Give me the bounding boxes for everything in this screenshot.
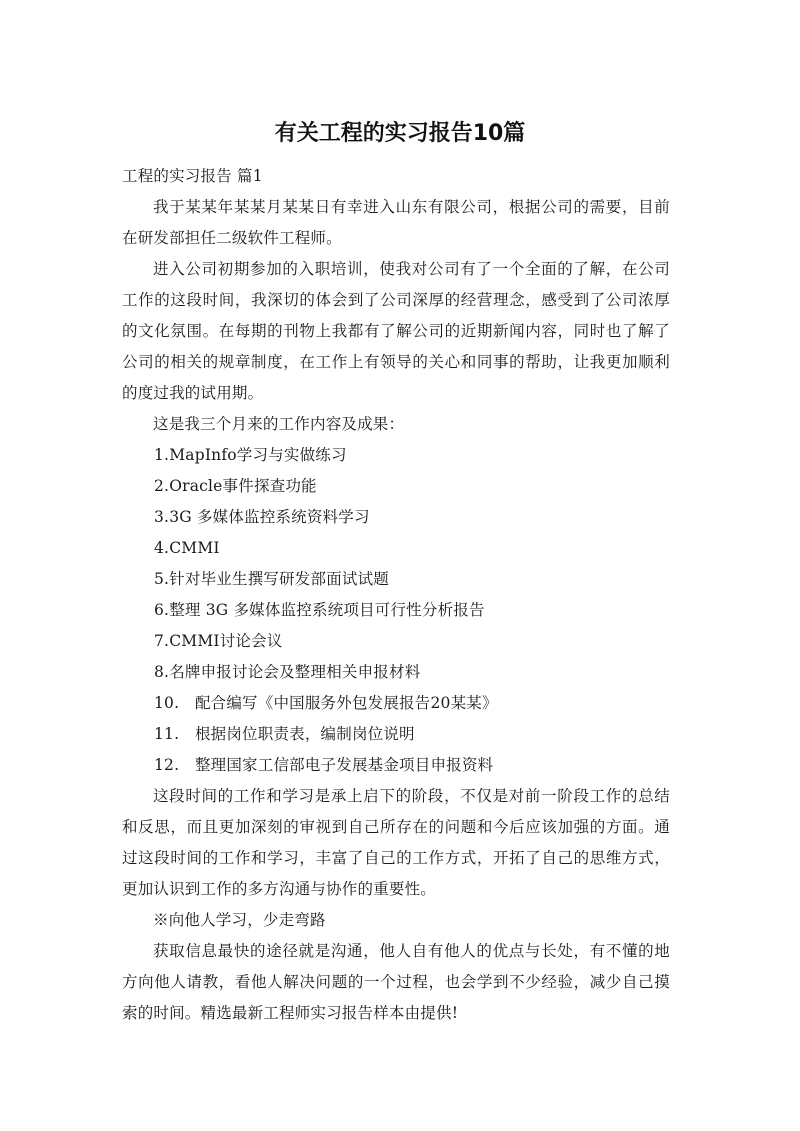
body-paragraph: 获取信息最快的途径就是沟通，他人自有他人的优点与长处，有不懂的地方向他人请教，看他人解决问题的一个过程，也会学到不少经验，减少自己摸索的时间。精选最新工程师实习报告样本由提供! bbox=[122, 942, 670, 1022]
list-item: 10. 配合编写《中国服务外包发展报告20某某》 bbox=[154, 694, 498, 712]
document-title: 有关工程的实习报告10篇 bbox=[274, 121, 526, 146]
intro-paragraph: 我于某某年某某月某某日有幸进入山东有限公司，根据公司的需要，目前在研发部担任二级软件工程师。 bbox=[122, 198, 670, 247]
list-item: 6.整理 3G 多媒体监控系统项目可行性分析报告 bbox=[154, 601, 485, 619]
subheading: ※向他人学习，少走弯路 bbox=[153, 911, 326, 929]
intro-paragraph: 这是我三个月来的工作内容及成果： bbox=[153, 415, 405, 433]
body-paragraph: 这段时间的工作和学习是承上启下的阶段，不仅是对前一阶段工作的总结和反思，而且更加深刻的审视到自己所存在的问题和今后应该加强的方面。通过这段时间的工作和学习，丰富了自己的工作方式，开拓了自己的思维方式，更加认识到工作的多方沟通与协作的重要性。 bbox=[122, 787, 670, 898]
list-item: 7.CMMI讨论会议 bbox=[154, 632, 283, 650]
intro-paragraph: 进入公司初期参加的入职培训，使我对公司有了一个全面的了解，在公司工作的这段时间，我深切的体会到了公司深厚的经营理念，感受到了公司浓厚的文化氛围。在每期的刊物上我都有了解公司的近期新闻内容，同时也了解了公司的相关的规章制度，在工作上有领导的关心和同事的帮助，让我更加顺利的度过我的试用期。 bbox=[122, 260, 670, 402]
list-item: 2.Oracle事件探查功能 bbox=[154, 477, 317, 495]
list-item: 3.3G 多媒体监控系统资料学习 bbox=[154, 508, 370, 526]
document-body bbox=[122, 161, 670, 1029]
list-item: 1.MapInfo学习与实做练习 bbox=[154, 446, 347, 464]
list-item: 4.CMMI bbox=[154, 539, 220, 557]
list-item: 12. 整理国家工信部电子发展基金项目申报资料 bbox=[154, 756, 494, 774]
work-items-list bbox=[122, 440, 670, 781]
section-heading: 工程的实习报告 篇1 bbox=[122, 167, 263, 185]
list-item: 11. 根据岗位职责表，编制岗位说明 bbox=[154, 725, 415, 743]
list-item: 8.名牌申报讨论会及整理相关申报材料 bbox=[154, 663, 421, 681]
list-item: 5.针对毕业生撰写研发部面试试题 bbox=[154, 570, 389, 588]
